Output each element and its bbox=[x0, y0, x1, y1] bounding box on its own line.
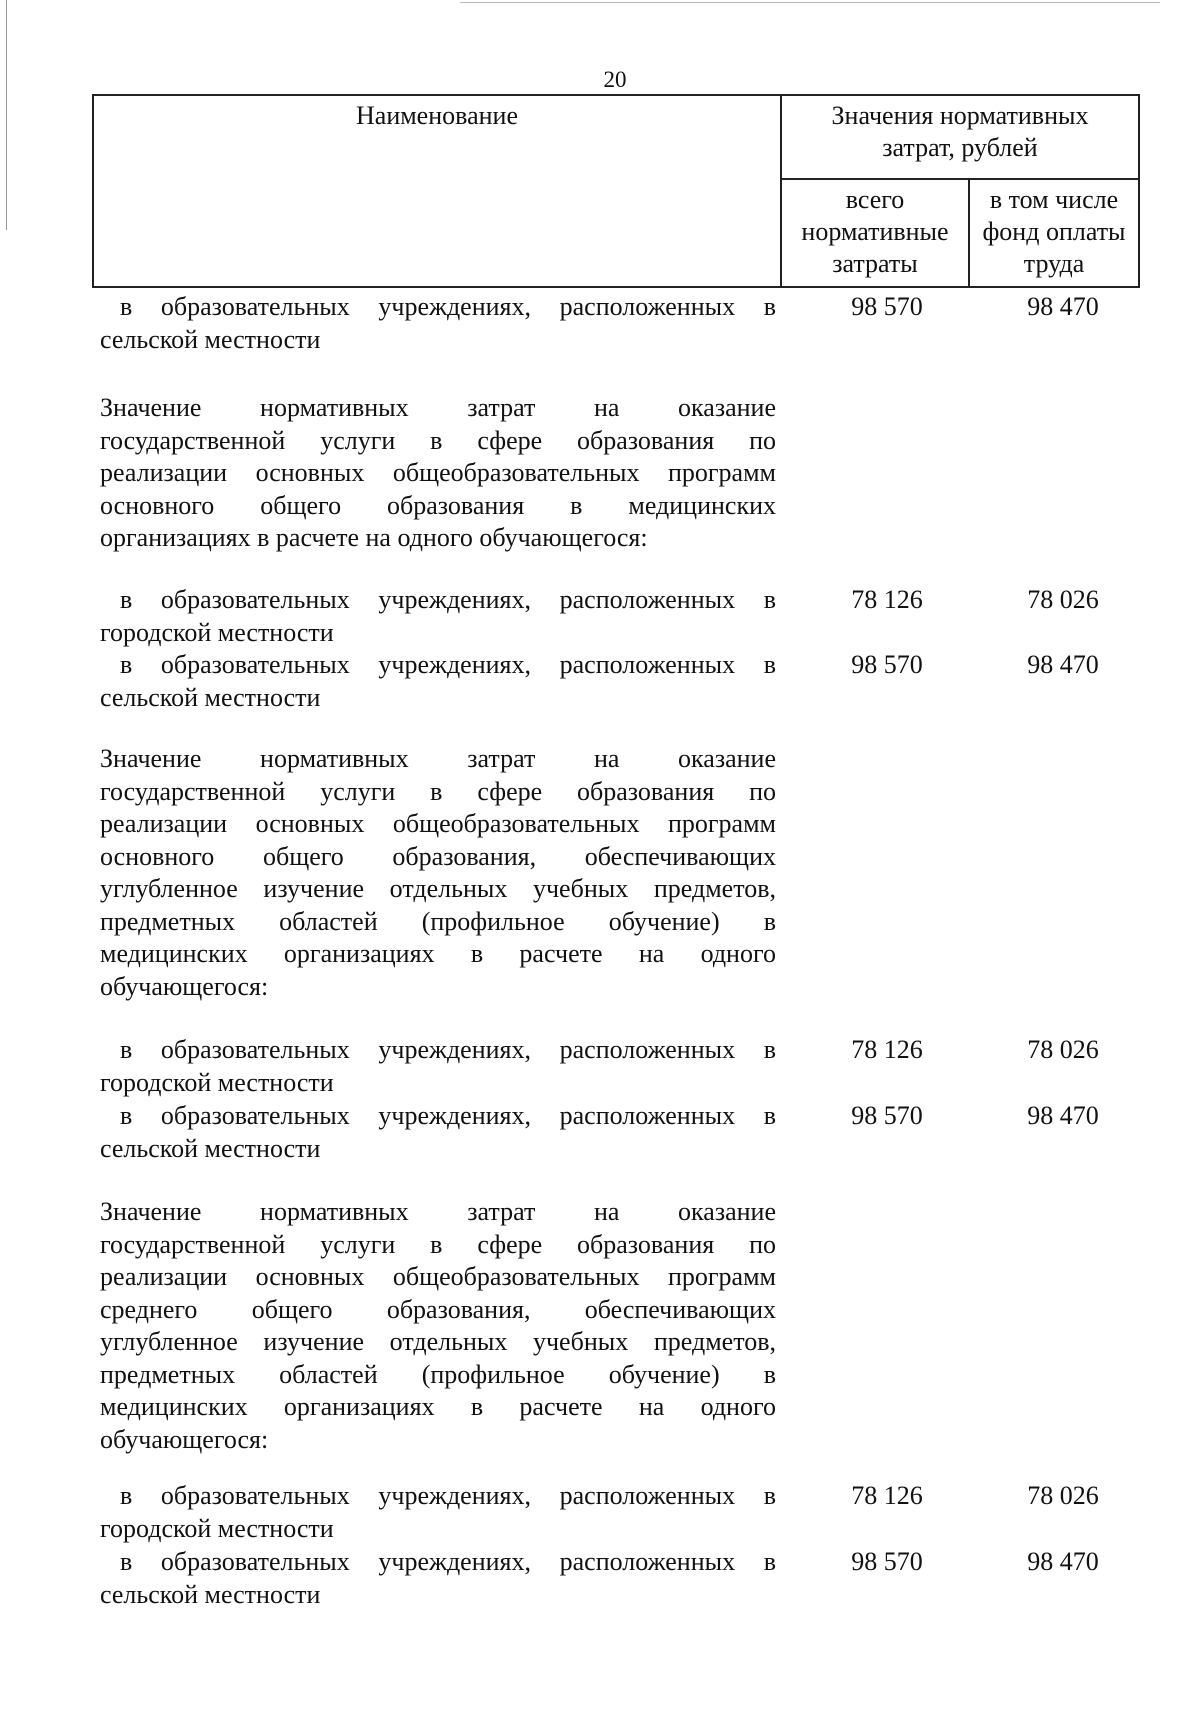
heading-line: государственной услуги в сфере образования по bbox=[100, 776, 776, 806]
heading-line: Значение нормативных затрат на оказание bbox=[100, 1197, 776, 1226]
row-name-line: в образовательных учреждениях, расположенных в bbox=[120, 585, 776, 614]
row-name-line: сельской местности bbox=[100, 324, 321, 354]
row-name-line: в образовательных учреждениях, расположенных в bbox=[120, 1481, 776, 1510]
row-total-value: 78 126 bbox=[851, 1035, 923, 1064]
heading-line: Значение нормативных затрат на оказание bbox=[100, 744, 776, 773]
row-name-line: сельской местности bbox=[100, 682, 321, 712]
heading-line: основного общего образования в медицинских bbox=[100, 490, 776, 520]
row-wage-value: 78 026 bbox=[1027, 1481, 1099, 1510]
values-label-line: затрат, рублей bbox=[882, 133, 1038, 162]
row-wage-value: 98 470 bbox=[1027, 650, 1099, 679]
row-wage-value: 98 470 bbox=[1027, 1101, 1099, 1130]
row-name bbox=[100, 1546, 776, 1611]
heading-line: углубленное изучение отдельных учебных предметов, bbox=[100, 1327, 776, 1356]
section-heading-text bbox=[100, 392, 776, 555]
row-name bbox=[100, 291, 776, 356]
section-heading-text bbox=[100, 1196, 776, 1456]
heading-line: реализации основных общеобразовательных программ bbox=[100, 1262, 776, 1291]
heading-line: реализации основных общеобразовательных программ bbox=[100, 458, 776, 487]
row-total-value: 98 570 bbox=[851, 1547, 923, 1576]
row-name bbox=[100, 649, 776, 714]
row-name-line: городской местности bbox=[100, 1513, 334, 1543]
heading-line: среднего общего образования, обеспечивающих bbox=[100, 1294, 776, 1324]
row-total-value: 78 126 bbox=[851, 585, 923, 614]
column-header-name-label: Наименование bbox=[356, 101, 518, 130]
row-name-line: сельской местности bbox=[100, 1133, 321, 1163]
total-label-line: затраты bbox=[832, 249, 918, 278]
heading-line: обучающегося: bbox=[100, 971, 269, 1001]
row-name-line: в образовательных учреждениях, расположенных в bbox=[120, 1101, 776, 1130]
heading-line: Значение нормативных затрат на оказание bbox=[100, 393, 776, 422]
wage-label-line: труда bbox=[1023, 249, 1085, 278]
row-name-line: сельской местности bbox=[100, 1579, 321, 1609]
row-name bbox=[100, 1480, 776, 1545]
total-label-line: нормативные bbox=[801, 217, 949, 246]
heading-line: медицинских организациях в расчете на одного bbox=[100, 1392, 776, 1421]
wage-label-line: фонд оплаты bbox=[982, 217, 1126, 246]
heading-line: медицинских организациях в расчете на одного bbox=[100, 939, 776, 968]
row-name-line: в образовательных учреждениях, расположенных в bbox=[120, 1035, 776, 1064]
row-name-line: в образовательных учреждениях, расположенных в bbox=[120, 650, 776, 679]
heading-line: углубленное изучение отдельных учебных предметов, bbox=[100, 874, 776, 903]
row-total-value: 98 570 bbox=[851, 292, 923, 321]
heading-line: предметных областей (профильное обучение) в bbox=[100, 1359, 776, 1389]
heading-line: организациях в расчете на одного обучающегося: bbox=[100, 523, 648, 552]
row-wage-value: 98 470 bbox=[1027, 1547, 1099, 1576]
heading-line: обучающегося: bbox=[100, 1424, 269, 1454]
heading-line: государственной услуги в сфере образования по bbox=[100, 425, 776, 455]
values-label-line: Значения нормативных bbox=[831, 101, 1089, 130]
page-number: 20 bbox=[603, 67, 627, 92]
row-wage-value: 78 026 bbox=[1027, 585, 1099, 614]
row-name-line: в образовательных учреждениях, расположенных в bbox=[120, 1547, 776, 1576]
row-name bbox=[100, 1100, 776, 1165]
heading-line: реализации основных общеобразовательных программ bbox=[100, 809, 776, 838]
heading-line: основного общего образования, обеспечивающих bbox=[100, 841, 776, 871]
row-name-line: в образовательных учреждениях, расположенных в bbox=[120, 292, 776, 321]
heading-line: государственной услуги в сфере образования по bbox=[100, 1229, 776, 1259]
row-name bbox=[100, 584, 776, 649]
total-label-line: всего bbox=[845, 185, 905, 214]
row-total-value: 78 126 bbox=[851, 1481, 923, 1510]
row-name bbox=[100, 1034, 776, 1099]
row-name-line: городской местности bbox=[100, 617, 334, 647]
row-wage-value: 78 026 bbox=[1027, 1035, 1099, 1064]
row-wage-value: 98 470 bbox=[1027, 292, 1099, 321]
section-heading-text bbox=[100, 743, 776, 1003]
heading-line: предметных областей (профильное обучение) в bbox=[100, 906, 776, 936]
row-total-value: 98 570 bbox=[851, 650, 923, 679]
row-total-value: 98 570 bbox=[851, 1101, 923, 1130]
wage-label-line: в том числе bbox=[989, 185, 1119, 214]
row-name-line: городской местности bbox=[100, 1067, 334, 1097]
